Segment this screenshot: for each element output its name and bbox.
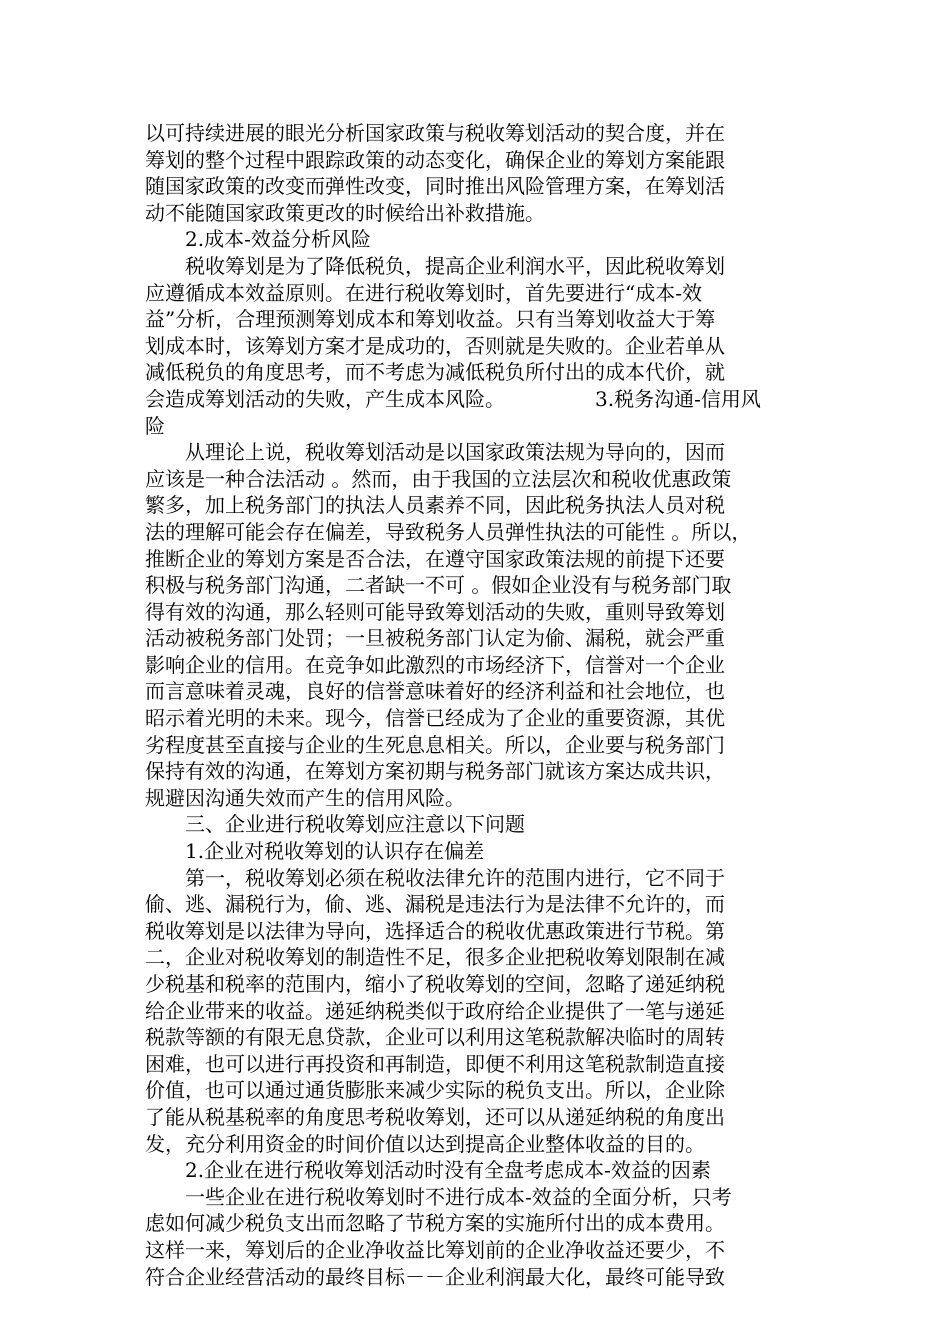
text-line: 益”分析，合理预测筹划成本和筹划收益。只有当筹划收益大于筹 <box>145 307 716 332</box>
text-line: 随国家政策的改变而弹性改变，同时推出风险管理方案，在筹划活 <box>145 174 725 199</box>
text-line: 法的理解可能会存在偏差，导致税务人员弹性执法的可能性 。所以， <box>145 519 752 544</box>
text-line: 一些企业在进行税收筹划时不进行成本-效益的全面分析，只考 <box>145 1184 732 1209</box>
text-line: 应遵循成本效益原则。在进行税收筹划时，首先要进行“成本-效 <box>145 280 702 305</box>
text-line: 偷、逃、漏税行为，偷、逃、漏税是违法行为是法律不允许的，而 <box>145 892 725 917</box>
text-line: 动不能随国家政策更改的时候给出补救措施。 <box>145 200 545 225</box>
text-line: 积极与税务部门沟通，二者缺一不可 。假如企业没有与税务部门取 <box>145 573 732 598</box>
text-line: 发，充分利用资金的时间价值以达到提高企业整体收益的目的。 <box>145 1131 705 1156</box>
section-heading: 2.成本-效益分析风险 <box>145 227 371 252</box>
text-line: 影响企业的信用。在竞争如此激烈的市场经济下，信誉对一个企业 <box>145 652 725 677</box>
section-heading: 三、企业进行税收筹划应注意以下问题 <box>145 812 525 837</box>
text-line: 规避因沟通失效而产生的信用风险。 <box>145 785 465 810</box>
text-line: 减低税负的角度思考，而不考虑为减低税负所付出的成本代价，就 <box>145 360 725 385</box>
text-line: 虑如何减少税负支出而忽略了节税方案的实施所付出的成本费用。 <box>145 1211 725 1236</box>
text-line: 繁多，加上税务部门的执法人员素养不同，因此税务执法人员对税 <box>145 493 725 518</box>
text-line: 保持有效的沟通，在筹划方案初期与税务部门就该方案达成共识， <box>145 759 725 784</box>
text-line: 从理论上说，税收筹划活动是以国家政策法规为导向的，因而 <box>145 440 725 465</box>
text-line: 险 <box>145 413 165 438</box>
text-line: 活动被税务部门处罚；一旦被税务部门认定为偷、漏税，就会严重 <box>145 626 725 651</box>
text-line: 了能从税基税率的角度思考税收筹划，还可以从递延纳税的角度出 <box>145 1104 725 1129</box>
text-line: 税收筹划是以法律为导向，选择适合的税收优惠政策进行节税。第 <box>145 918 725 943</box>
text-line: 税收筹划是为了降低税负，提高企业利润水平，因此税收筹划 <box>145 253 725 278</box>
text-line: 推断企业的筹划方案是否合法，在遵守国家政策法规的前提下还要 <box>145 546 725 571</box>
text-line: 税款等额的有限无息贷款，企业可以利用这笔税款解决临时的周转 <box>145 1025 725 1050</box>
text-line: 应该是一种合法活动 。然而，由于我国的立法层次和税收优惠政策 <box>145 466 732 491</box>
text-line: 第一，税收筹划必须在税收法律允许的范围内进行，它不同于 <box>145 865 725 890</box>
text-line: 符合企业经营活动的最终目标－－企业利润最大化，最终可能导致 <box>145 1264 725 1289</box>
text-line: 这样一来，筹划后的企业净收益比筹划前的企业净收益还要少，不 <box>145 1237 725 1262</box>
text-line: 昭示着光明的未来。现今，信誉已经成为了企业的重要资源，其优 <box>145 706 725 731</box>
text-line: 而言意味着灵魂，良好的信誉意味着好的经济利益和社会地位，也 <box>145 679 725 704</box>
text-line: 少税基和税率的范围内，缩小了税收筹划的空间，忽略了递延纳税 <box>145 972 725 996</box>
section-heading: 1.企业对税收筹划的认识存在偏差 <box>145 839 485 864</box>
text-line: 会造成筹划活动的失败，产生成本风险。 3.税务沟通-信用风 <box>145 386 761 411</box>
text-line: 划成本时，该筹划方案才是成功的，否则就是失败的。企业若单从 <box>145 333 725 358</box>
text-line: 得有效的沟通，那么轻则可能导致筹划活动的失败，重则导致筹划 <box>145 599 725 624</box>
section-heading: 2.企业在进行税收筹划活动时没有全盘考虑成本-效益的因素 <box>145 1158 711 1183</box>
text-line: 给企业带来的收益。递延纳税类似于政府给企业提供了一笔与递延 <box>145 998 725 1023</box>
document-body <box>145 120 825 1290</box>
text-line: 价值，也可以通过通货膨胀来减少实际的税负支出。所以，企业除 <box>145 1078 725 1103</box>
text-line: 困难，也可以进行再投资和再制造，即便不利用这笔税款制造直接 <box>145 1051 725 1076</box>
text-line: 以可持续进展的眼光分析国家政策与税收筹划活动的契合度，并在 <box>145 121 725 145</box>
text-line: 劣程度甚至直接与企业的生死息息相关。所以，企业要与税务部门 <box>145 732 725 757</box>
text-line: 二，企业对税收筹划的制造性不足，很多企业把税收筹划限制在减 <box>145 945 725 970</box>
text-line: 筹划的整个过程中跟踪政策的动态变化，确保企业的筹划方案能跟 <box>145 147 725 172</box>
